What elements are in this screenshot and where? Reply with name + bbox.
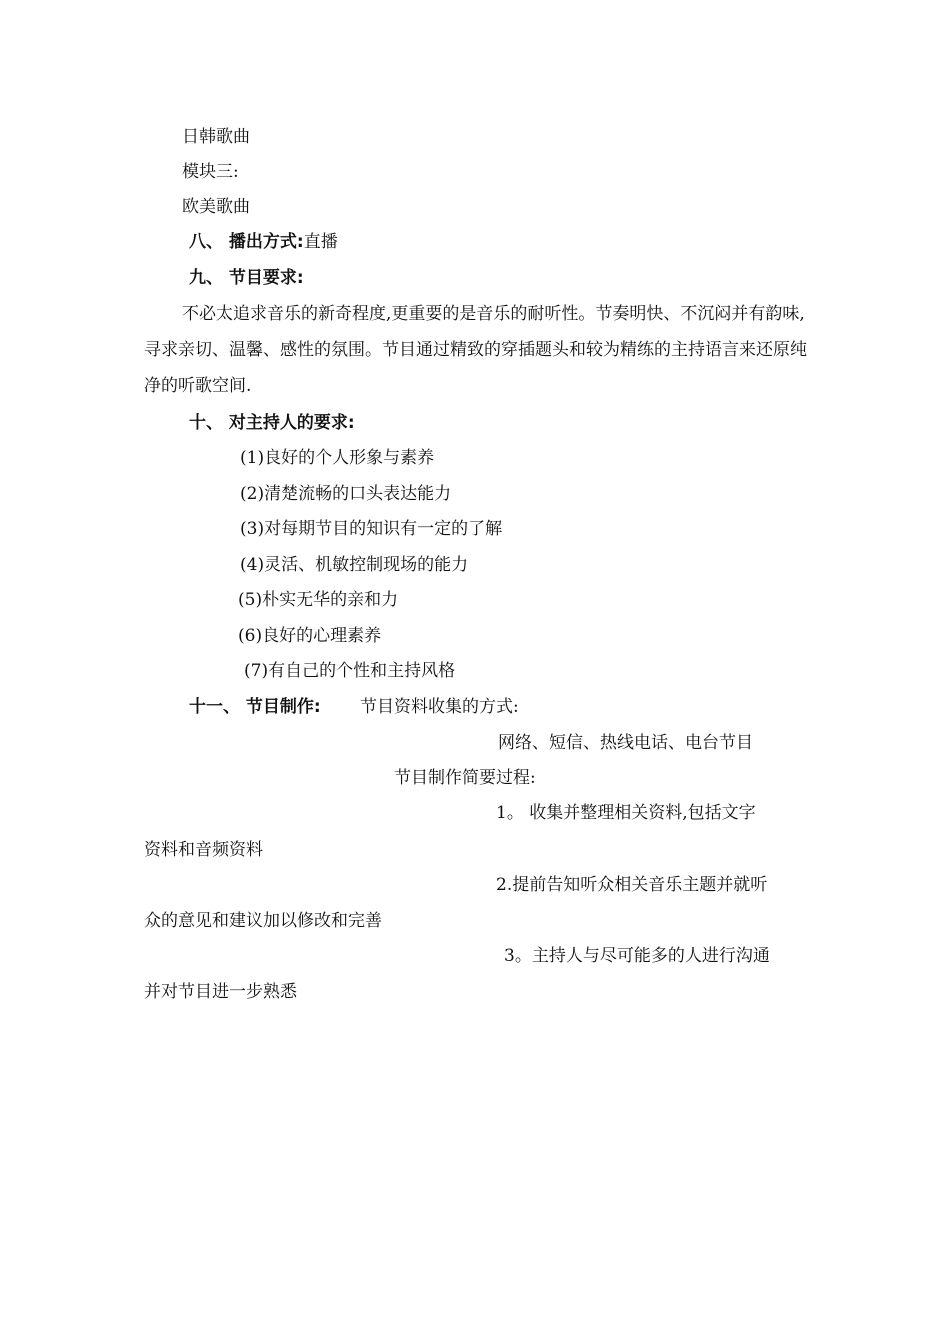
section9-heading: 九、 节目要求:	[189, 268, 304, 288]
section8-line	[189, 230, 338, 254]
section11-line	[189, 695, 321, 719]
module3-item: 欧美歌曲	[182, 197, 250, 217]
collect-method-label: 节目资料收集的方式:	[360, 697, 519, 717]
host-requirement-item: (1)良好的个人形象与素养	[240, 448, 435, 468]
section11-heading: 十一、 节目制作:	[189, 697, 321, 717]
section9-paragraph: 不必太追求音乐的新奇程度,更重要的是音乐的耐听性。节奏明快、不沉闷并有韵味,寻求亲切、温馨、感性的氛围。节目通过精致的穿插题头和较为精练的主持语言来还原纯净的听歌空间.	[144, 304, 807, 396]
collect-method-value: 网络、短信、热线电话、电台节目	[498, 733, 753, 753]
process-step-line2: 资料和音频资料	[144, 840, 263, 860]
process-label: 节目制作简要过程:	[394, 768, 536, 788]
host-requirement-item: (3)对每期节目的知识有一定的了解	[240, 519, 503, 539]
section8-value: 直播	[303, 232, 338, 252]
host-requirement-item: (4)灵活、机敏控制现场的能力	[240, 555, 469, 575]
host-requirement-item: (7)有自己的个性和主持风格	[244, 661, 456, 681]
module3-label: 模块三:	[182, 162, 239, 182]
host-requirement-item: (2)清楚流畅的口头表达能力	[240, 484, 452, 504]
process-step-line2: 并对节目进一步熟悉	[144, 982, 297, 1002]
process-step-line1: 1。 收集并整理相关资料,包括文字	[496, 803, 756, 823]
host-requirement-item: (5)朴实无华的亲和力	[238, 590, 399, 610]
section10-heading: 十、 对主持人的要求:	[189, 413, 355, 433]
module2-tail-text: 日韩歌曲	[182, 127, 250, 147]
process-step-line1: 2.提前告知听众相关音乐主题并就听	[496, 875, 768, 895]
process-step-line2: 众的意见和建议加以修改和完善	[144, 911, 382, 931]
process-step-line1: 3。主持人与尽可能多的人进行沟通	[504, 946, 770, 966]
host-requirement-item: (6)良好的心理素养	[238, 626, 382, 646]
section8-heading: 八、 播出方式:	[189, 232, 304, 252]
